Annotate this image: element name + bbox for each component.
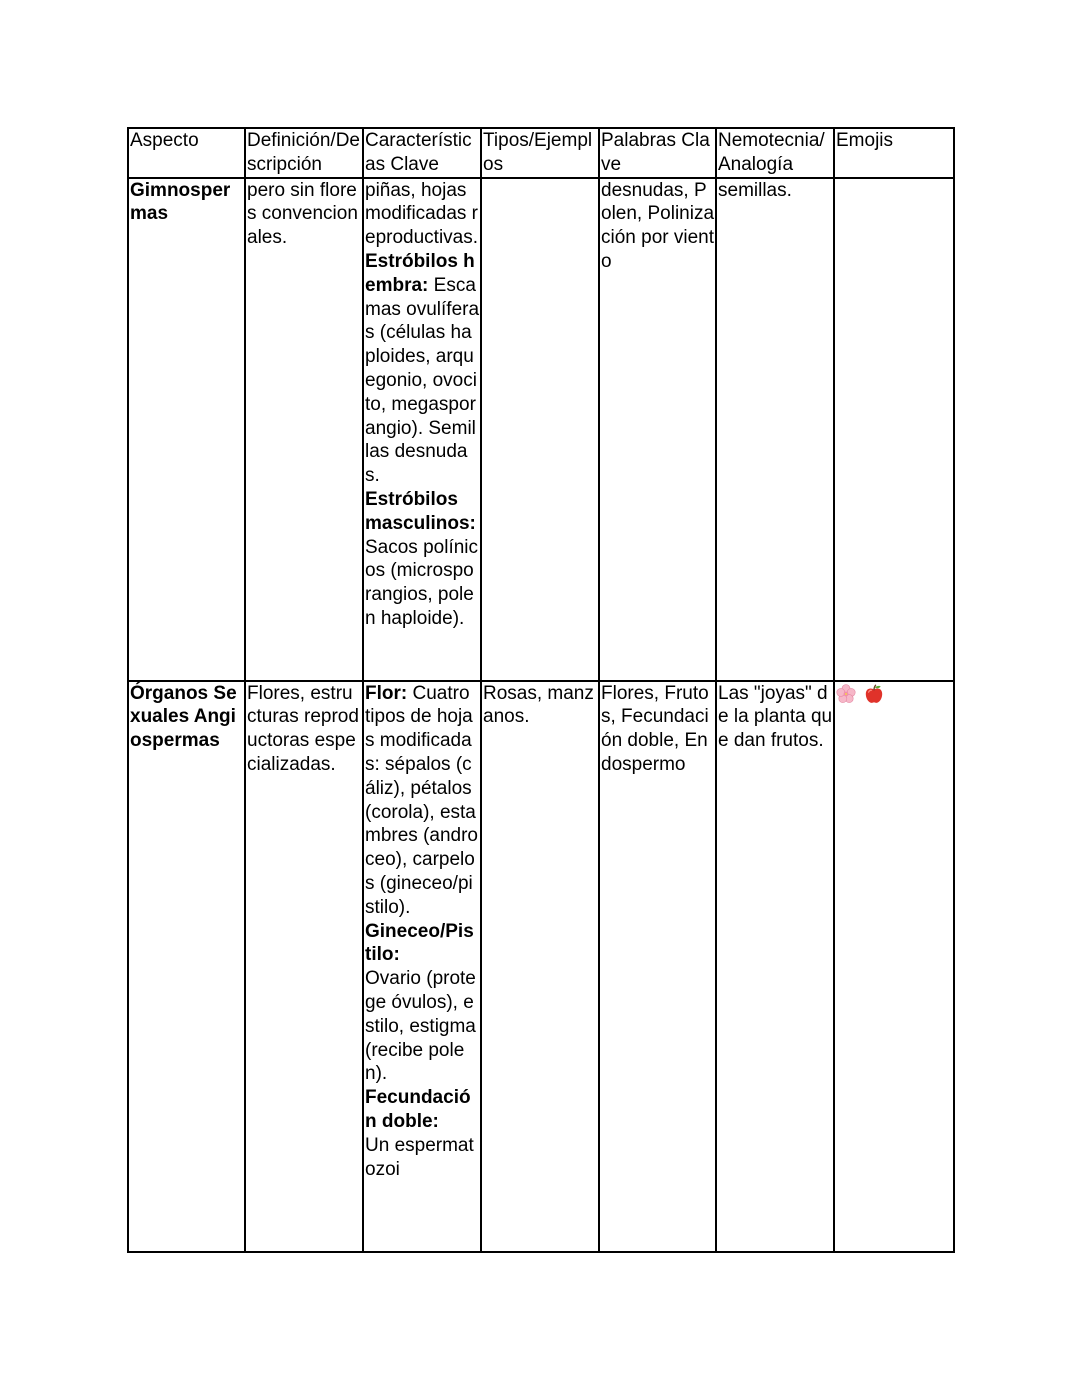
- table-row-gimnospermas: [128, 178, 954, 681]
- row1-mnemonic: semillas.: [716, 178, 834, 681]
- row2-emojis: [834, 681, 954, 1252]
- row1-keywords: desnudas, Polen, Polinización por viento: [599, 178, 716, 681]
- row2-characteristics: [363, 681, 481, 1252]
- row1-char-text-2: Escamas ovulíferas (células haploides, arquegonio, ovocito, megasporangio). Semillas desnudas.: [365, 274, 480, 487]
- row2-keywords: Flores, Frutos, Fecundación doble, Endospermo: [599, 681, 716, 1252]
- red-apple-icon: [864, 684, 884, 704]
- row1-definition: pero sin flores convencionales.: [245, 178, 363, 681]
- header-aspect: Aspecto: [128, 128, 245, 178]
- header-characteristics: Características Clave: [363, 128, 481, 178]
- header-emojis: Emojis: [834, 128, 954, 178]
- row1-char-heading-3: Estróbilos masculinos:: [365, 488, 476, 534]
- row2-types: Rosas, manzanos.: [481, 681, 599, 1252]
- row1-char-text-1: piñas, hojas modificadas reproductivas.: [365, 179, 479, 249]
- header-keywords: Palabras Clave: [599, 128, 716, 178]
- comparison-table: [127, 127, 955, 1253]
- row2-definition: Flores, estructuras reproductoras especializadas.: [245, 681, 363, 1252]
- cherry-blossom-icon: [836, 684, 856, 704]
- header-types: Tipos/Ejemplos: [481, 128, 599, 178]
- row1-characteristics: [363, 178, 481, 681]
- row1-types: [481, 178, 599, 681]
- row2-char-text-3: Un espermatozoi: [365, 1134, 474, 1180]
- row2-char-text-2: Ovario (protege óvulos), estilo, estigma (recibe polen).: [365, 968, 476, 1085]
- row2-aspect: Órganos Sexuales Angiospermas: [128, 681, 245, 1252]
- row1-char-heading-2: Estróbilos hembra:: [365, 250, 475, 296]
- header-definition: Definición/Descripción: [245, 128, 363, 178]
- table-header-row: [128, 128, 954, 178]
- row1-char-text-3: Sacos polínicos (microsporangios, polen haploide).: [365, 536, 479, 629]
- row2-char-heading-2: Gineceo/Pistilo:: [365, 920, 474, 966]
- table-row-angiospermas: [128, 681, 954, 1252]
- header-mnemonic: Nemotecnia/Analogía: [716, 128, 834, 178]
- row2-mnemonic: Las "joyas" de la planta que dan frutos.: [716, 681, 834, 1252]
- row1-emojis: [834, 178, 954, 681]
- row1-aspect: Gimnospermas: [128, 178, 245, 681]
- row2-char-heading-1: Flor:: [365, 682, 408, 704]
- row2-char-text-1: Cuatro tipos de hojas modificadas: sépalos (cáliz), pétalos (corola), estambres (androceo), carpelos (gineceo/pistilo).: [365, 682, 478, 918]
- row2-char-heading-3: Fecundación doble:: [365, 1087, 471, 1132]
